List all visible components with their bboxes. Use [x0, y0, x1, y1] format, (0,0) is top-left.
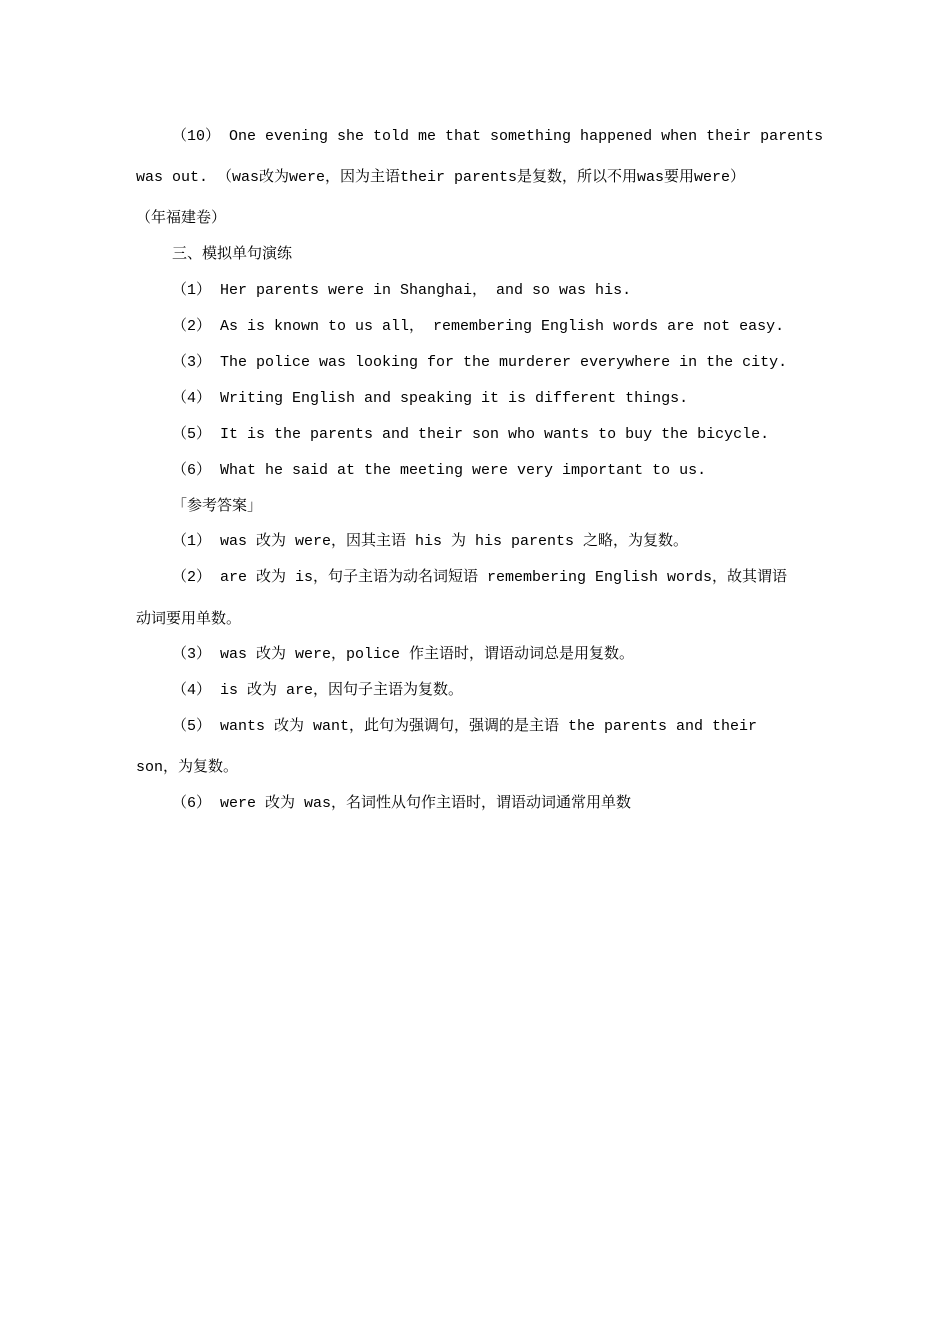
paragraph-10-source: （年福建卷） [136, 208, 227, 226]
paragraph-10-line-1: （10） One evening she told me that something happened when their parents [172, 128, 824, 145]
answer-1: （1） was 改为 were，因其主语 his 为 his parents 之略，为复数。 [172, 533, 689, 550]
exercise-3: （3） The police was looking for the murderer everywhere in the city. [172, 354, 788, 371]
section-title: 三、模拟单句演练 [172, 244, 293, 262]
answer-5-line-2: son，为复数。 [136, 759, 239, 776]
answers-title: 「参考答案」 [172, 496, 263, 514]
answer-4: （4） is 改为 are，因句子主语为复数。 [172, 682, 464, 699]
answer-5-line-1: （5） wants 改为 want，此句为强调句，强调的是主语 the parents and their [172, 718, 758, 735]
exercise-4: （4） Writing English and speaking it is different things. [172, 390, 689, 407]
exercise-6: （6） What he said at the meeting were very important to us. [172, 462, 707, 479]
exercise-5: （5） It is the parents and their son who wants to buy the bicycle. [172, 426, 770, 443]
exercise-2: （2） As is known to us all， remembering English words are not easy. [172, 318, 785, 335]
answer-2-line-2: 动词要用单数。 [136, 609, 242, 627]
answer-2-line-1: （2） are 改为 is，句子主语为动名词短语 remembering English words，故其谓语 [172, 569, 788, 586]
answer-6: （6） were 改为 was，名词性从句作主语时，谓语动词通常用单数 [172, 795, 632, 812]
exercise-1: （1） Her parents were in Shanghai， and so was his. [172, 282, 632, 299]
answer-3: （3） was 改为 were，police 作主语时，谓语动词总是用复数。 [172, 646, 635, 663]
paragraph-10-line-2: was out. （was改为were，因为主语their parents是复数，所以不用was要用were） [136, 169, 746, 186]
